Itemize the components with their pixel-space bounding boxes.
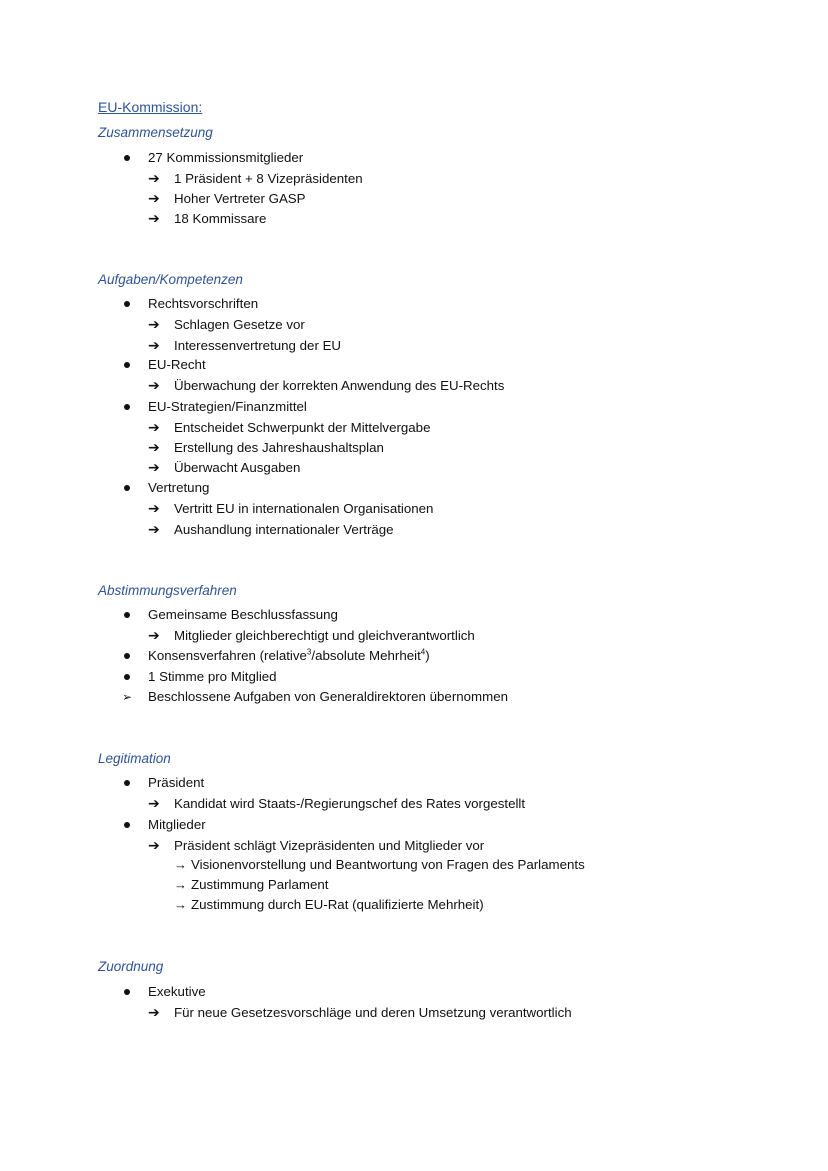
list-item: Gemeinsame Beschlussfassung <box>122 605 338 625</box>
list-item: → Zustimmung durch EU-Rat (qualifizierte Mehrheit) <box>174 897 484 912</box>
bold-arrow-icon: ➔ <box>148 190 160 206</box>
bullet-dot-icon <box>124 301 130 307</box>
bold-arrow-icon: ➔ <box>148 316 160 332</box>
bullet-dot-icon <box>124 404 130 410</box>
list-item: Mitglieder <box>122 815 206 835</box>
bold-arrow-icon: ➔ <box>148 419 160 435</box>
heading-abstimmung: Abstimmungsverfahren <box>98 583 237 598</box>
bold-arrow-icon: ➔ <box>148 170 160 186</box>
heading-aufgaben: Aufgaben/Kompetenzen <box>98 272 243 287</box>
bullet-dot-icon <box>124 155 130 161</box>
bold-arrow-icon: ➔ <box>148 377 160 393</box>
list-item: ➔ Überwacht Ausgaben <box>148 459 301 475</box>
bold-arrow-icon: ➔ <box>148 795 160 811</box>
list-item: ➔ Für neue Gesetzesvorschläge und deren Umsetzung verantwortlich <box>148 1004 572 1020</box>
list-item: ➢ Beschlossene Aufgaben von Generaldirektoren übernommen <box>122 687 508 707</box>
list-item: Rechtsvorschriften <box>122 294 258 314</box>
bullet-dot-icon <box>124 780 130 786</box>
bold-arrow-icon: ➔ <box>148 337 160 353</box>
chevron-bullet-icon: ➢ <box>122 690 133 704</box>
list-item: ➔ Kandidat wird Staats-/Regierungschef des Rates vorgestellt <box>148 795 526 811</box>
list-item: ➔ Hoher Vertreter GASP <box>148 190 306 206</box>
bullet-dot-icon <box>124 674 130 680</box>
list-item: ➔ 1 Präsident + 8 Vizepräsidenten <box>148 170 363 186</box>
bold-arrow-icon: ➔ <box>148 459 160 475</box>
bold-arrow-icon: ➔ <box>148 439 160 455</box>
heading-legitimation: Legitimation <box>98 751 171 766</box>
list-item: ➔ Erstellung des Jahreshaushaltsplan <box>148 439 384 455</box>
list-item: Präsident <box>122 773 204 793</box>
bold-arrow-icon: ➔ <box>148 521 160 537</box>
bullet-dot-icon <box>124 989 130 995</box>
list-item: ➔ Präsident schlägt Vizepräsidenten und Mitglieder vor <box>148 837 485 853</box>
list-item: ➔ Schlagen Gesetze vor <box>148 316 305 332</box>
list-item: Exekutive <box>122 982 206 1002</box>
list-item: ➔ Interessenvertretung der EU <box>148 337 342 353</box>
bullet-dot-icon <box>124 612 130 618</box>
list-item: ➔ Aushandlung internationaler Verträge <box>148 521 394 537</box>
list-item: → Zustimmung Parlament <box>174 877 329 892</box>
list-item: EU-Strategien/Finanzmittel <box>122 397 307 417</box>
bullet-dot-icon <box>124 822 130 828</box>
bold-arrow-icon: ➔ <box>148 210 160 226</box>
list-item: EU-Recht <box>122 355 206 375</box>
document-title: EU-Kommission: <box>98 99 203 115</box>
bullet-dot-icon <box>124 362 130 368</box>
bold-arrow-icon: ➔ <box>148 837 160 853</box>
list-item: Konsensverfahren (relative$^3$/absolute Mehrheit$^4$) <box>122 646 430 666</box>
list-item: ➔ 18 Kommissare <box>148 210 267 226</box>
list-item: ➔ Mitglieder gleichberechtigt und gleichverantwortlich <box>148 627 475 643</box>
heading-zusammensetzung: Zusammensetzung <box>98 125 213 140</box>
heading-zuordnung: Zuordnung <box>98 959 164 974</box>
bold-arrow-icon: ➔ <box>148 500 160 516</box>
list-item: ➔ Vertritt EU in internationalen Organisationen <box>148 500 434 516</box>
list-item: → Visionenvorstellung und Beantwortung von Fragen des Parlaments <box>174 857 585 872</box>
bold-arrow-icon: ➔ <box>148 1004 160 1020</box>
bold-arrow-icon: ➔ <box>148 627 160 643</box>
bullet-dot-icon <box>124 485 130 491</box>
thin-arrow-icon: → <box>174 857 187 872</box>
thin-arrow-icon: → <box>174 897 187 912</box>
thin-arrow-icon: → <box>174 877 187 892</box>
list-item: ➔ Überwachung der korrekten Anwendung des EU-Rechts <box>148 377 505 393</box>
list-item: 1 Stimme pro Mitglied <box>122 667 277 687</box>
list-item: Vertretung <box>122 478 209 498</box>
list-item: ➔ Entscheidet Schwerpunkt der Mittelvergabe <box>148 419 431 435</box>
bullet-dot-icon <box>124 653 130 659</box>
list-item: 27 Kommissionsmitglieder <box>122 148 303 168</box>
